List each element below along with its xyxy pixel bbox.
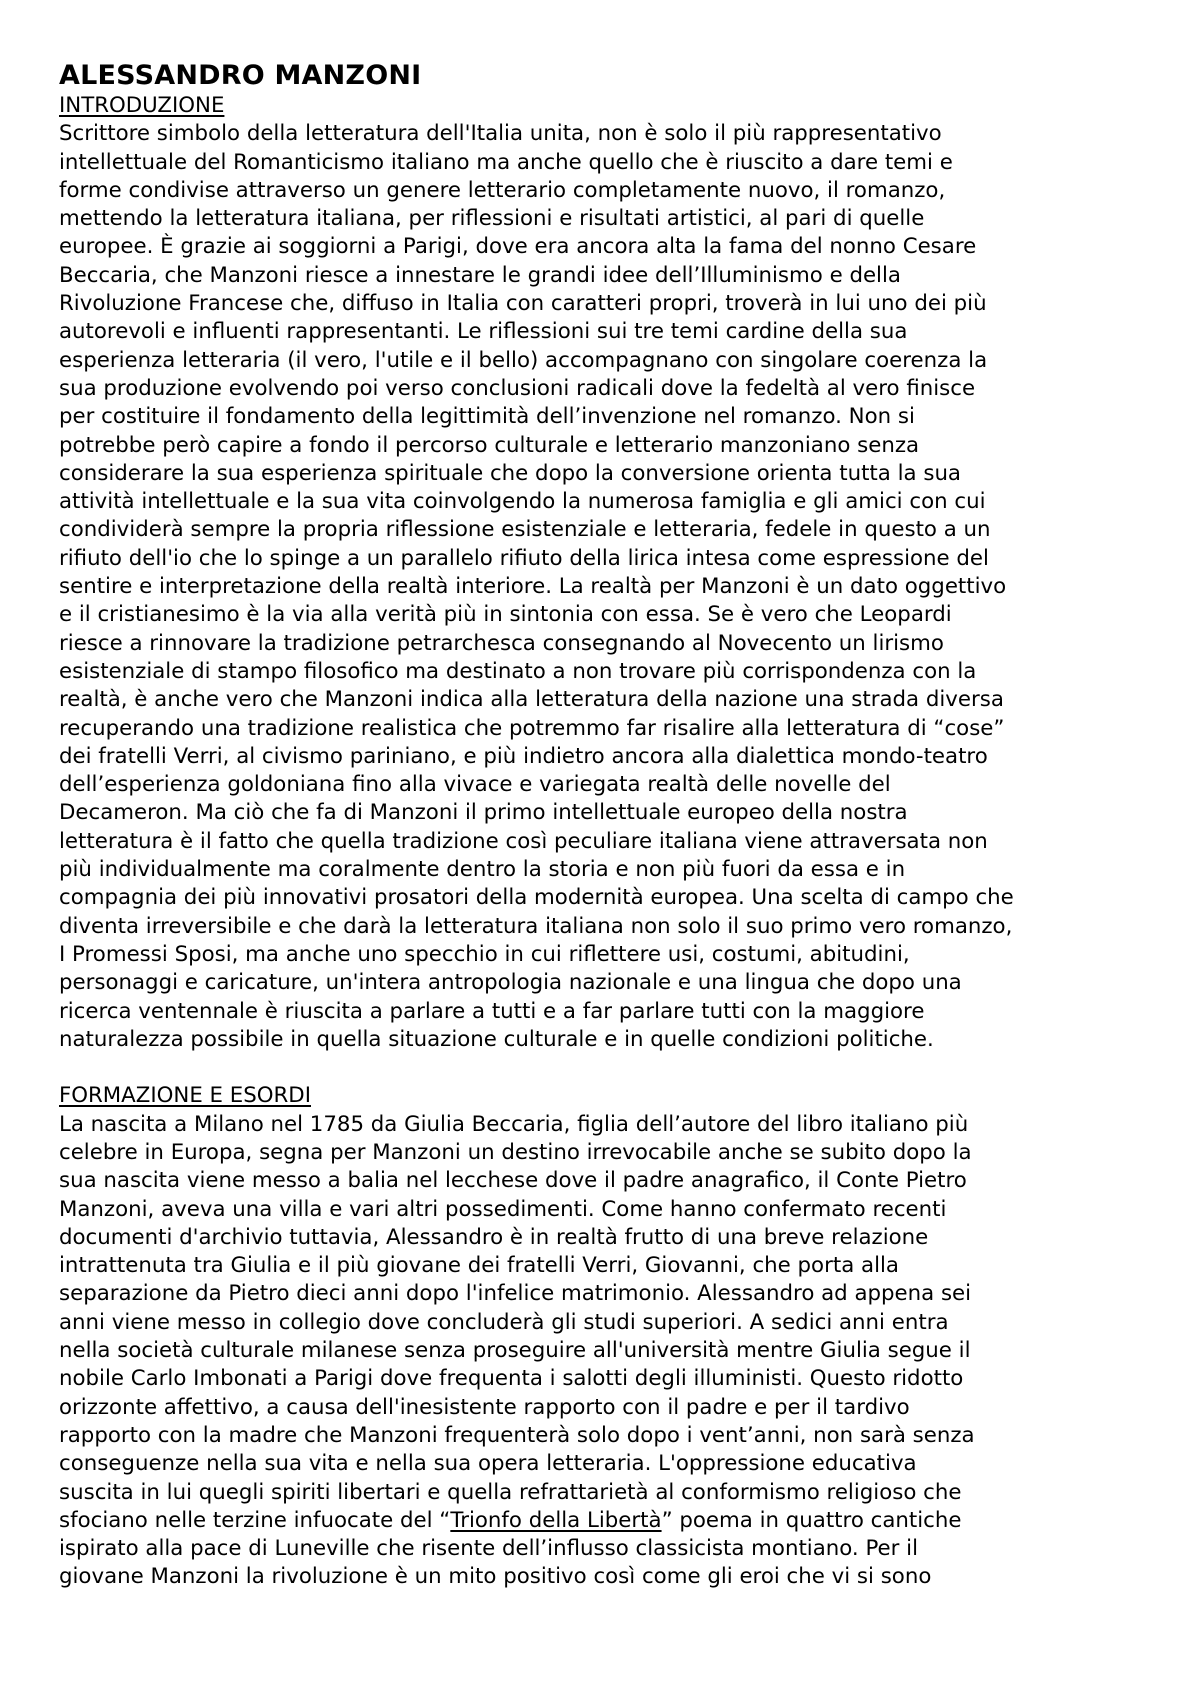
section-heading-introduzione: INTRODUZIONE <box>59 93 225 118</box>
section-spacer <box>59 1054 1159 1082</box>
document-title: ALESSANDRO MANZONI <box>59 60 422 91</box>
document-page <box>59 60 1159 1592</box>
paragraph-formazione-text-after: ” poema in quattro cantiche ispirato alla pace di Luneville che risente dell’influsso classicista montiano. Per il giovane Manzoni la rivoluzione è un mito positivo così come gli eroi che vi si sono <box>59 1507 962 1590</box>
paragraph-formazione <box>59 1111 1159 1592</box>
section-heading-formazione: FORMAZIONE E ESORDI <box>59 1083 311 1109</box>
paragraph-formazione-text-before: La nascita a Milano nel 1785 da Giulia Beccaria, figlia dell’autore del libro italiano più celebre in Europa, segna per Manzoni un destino irrevocabile anche se subito dopo la sua nascita viene messo a balia nel lecchese dove il padre anagrafico, il Conte Pietro Manzoni, aveva una villa e vari altri possedimenti. Come hanno confermato recenti documenti d'archivio tuttavia, Alessandro è in realtà frutto di una breve relazione intrattenuta tra Giulia e il più giovane dei fratelli Verri, Giovanni, che porta alla separazione da Pietro dieci anni dopo l'infelice matrimonio. Alessandro ad appena sei anni viene messo in collegio dove concluderà gli studi superiori. A sedici anni entra nella società culturale milanese senza proseguire all'università mentre Giulia segue il nobile Carlo Imbonati a Parigi dove frequenta i salotti degli illuministi. Questo ridotto orizzonte affettivo, a causa dell'inesistente rapporto con il padre e per il tardivo rapporto con la madre che Manzoni frequenterà solo dopo i vent’anni, non sarà senza conseguenze nella sua vita e nella sua opera letteraria. L'oppressione educativa suscita in lui quegli spiriti libertari e quella refrattarietà al conformismo religioso che sfociano nelle terzine infuocate del “ <box>59 1111 975 1533</box>
trionfo-della-liberta-link[interactable]: Trionfo della Libertà <box>450 1507 662 1533</box>
paragraph-introduzione: Scrittore simbolo della letteratura dell'Italia unita, non è solo il più rappresentativo intellettuale del Romanticismo italiano ma anche quello che è riuscito a dare temi e forme condivise attraverso un genere letterario completamente nuovo, il romanzo, mettendo la letteratura italiana, per riflessioni e risultati artistici, al pari di quelle europee. È grazie ai soggiorni a Parigi, dove era ancora alta la fama del nonno Cesare Beccaria, che Manzoni riesce a innestare le grandi idee dell’Illuminismo e della Rivoluzione Francese che, diffuso in Italia con caratteri propri, troverà in lui uno dei più autorevoli e influenti rappresentanti. Le riflessioni sui tre temi cardine della sua esperienza letteraria (il vero, l'utile e il bello) accompagnano con singolare coerenza la sua produzione evolvendo poi verso conclusioni radicali dove la fedeltà al vero finisce per costituire il fondamento della legittimità dell’invenzione nel romanzo. Non si potrebbe però capire a fondo il percorso culturale e letterario manzoniano senza considerare la sua esperienza spirituale che dopo la conversione orienta tutta la sua attività intellettuale e la sua vita coinvolgendo la numerosa famiglia e gli amici con cui condividerà sempre la propria riflessione esistenziale e letteraria, fedele in questo a un rifiuto dell'io che lo spinge a un parallelo rifiuto della lirica intesa come espressione del sentire e interpretazione della realtà interiore. La realtà per Manzoni è un dato oggettivo e il cristianesimo è la via alla verità più in sintonia con essa. Se è vero che Leopardi riesce a rinnovare la tradizione petrarchesca consegnando al Novecento un lirismo esistenziale di stampo filosofico ma destinato a non trovare più corrispondenza con la realtà, è anche vero che Manzoni indica alla letteratura della nazione una strada diversa recuperando una tradizione realistica che potremmo far risalire alla letteratura di “cose” dei fratelli Verri, al civismo pariniano, e più indietro ancora alla dialettica mondo-teatro dell’esperienza goldoniana fino alla vivace e variegata realtà delle novelle del Decameron. Ma ciò che fa di Manzoni il primo intellettuale europeo della nostra letteratura è il fatto che quella tradizione così peculiare italiana viene attraversata non più individualmente ma coralmente dentro la storia e non più fuori da essa e in compagnia dei più innovativi prosatori della modernità europea. Una scelta di campo che diventa irreversibile e che darà la letteratura italiana non solo il suo primo vero romanzo, I Promessi Sposi, ma anche uno specchio in cui riflettere usi, costumi, abitudini, personaggi e caricature, un'intera antropologia nazionale e una lingua che dopo una ricerca ventennale è riuscita a parlare a tutti e a far parlare tutti con la maggiore naturalezza possibile in quella situazione culturale e in quelle condizioni politiche. <box>59 121 1014 1052</box>
